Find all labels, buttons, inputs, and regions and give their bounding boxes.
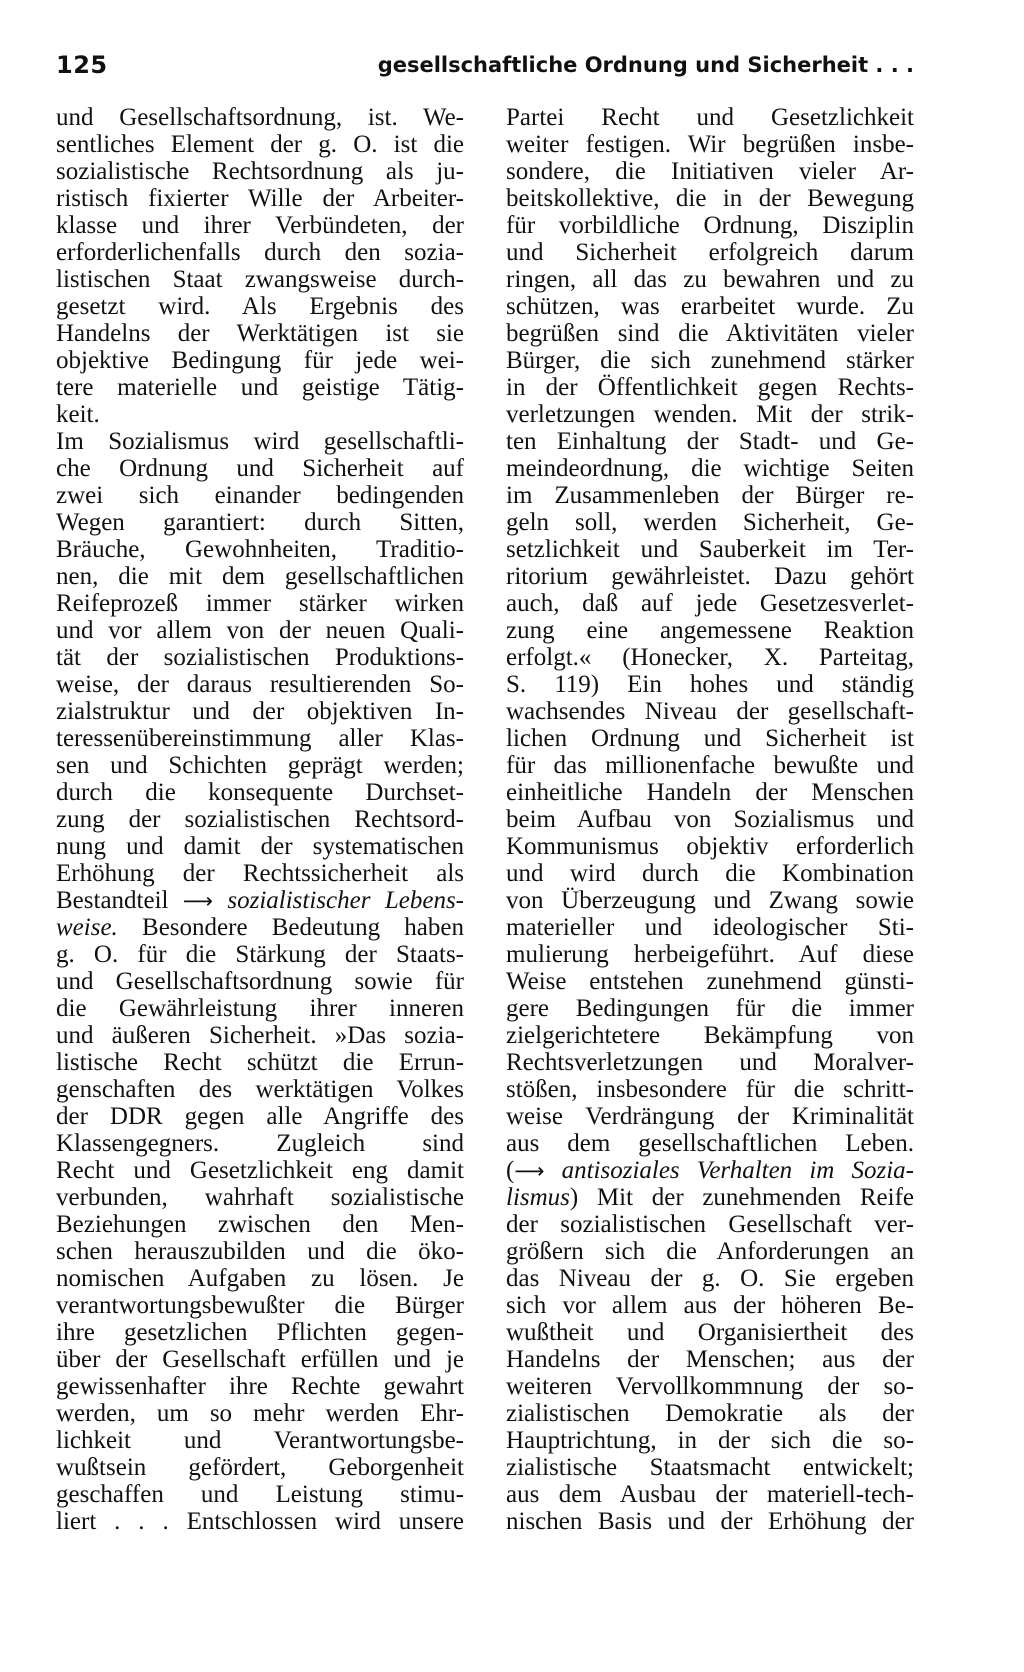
text-line: aus dem Ausbau der materiell-tech- [506, 1481, 914, 1508]
text-line: und vor allem von der neuen Quali- [56, 617, 464, 644]
cross-reference-term: antisoziales Verhalten im Sozia- [544, 1157, 914, 1184]
text-line: teressenübereinstimmung aller Klas- [56, 725, 464, 752]
text-line: S. 119) Ein hohes und ständig [506, 671, 914, 698]
text-line: zung der sozialistischen Rechtsord- [56, 806, 464, 833]
text-line: nung und damit der systematischen [56, 833, 464, 860]
text-line: wachsendes Niveau der gesellschaft- [506, 698, 914, 725]
text-line: Bürger, die sich zunehmend stärker [506, 347, 914, 374]
text-line: zielgerichtetere Bekämpfung von [506, 1022, 914, 1049]
running-head: gesellschaftliche Ordnung und Sicherheit . . . [377, 53, 914, 77]
right-text-column [506, 104, 914, 1535]
text-line: sondere, die Initiativen vieler Ar- [506, 158, 914, 185]
text-line: verantwortungsbewußter die Bürger [56, 1292, 464, 1319]
text-line: im Zusammenleben der Bürger re- [506, 482, 914, 509]
text-line: Klassengegners. Zugleich sind [56, 1130, 464, 1157]
text-line: ten Einhaltung der Stadt- und Ge- [506, 428, 914, 455]
text-line: Kommunismus objektiv erforderlich [506, 833, 914, 860]
text-line: verletzungen wenden. Mit der strik- [506, 401, 914, 428]
text-line: durch die konsequente Durchset- [56, 779, 464, 806]
text-line: wußtheit und Organisiertheit des [506, 1319, 914, 1346]
text-line: beim Aufbau von Sozialismus und [506, 806, 914, 833]
text-line: Im Sozialismus wird gesellschaftli- [56, 428, 464, 455]
text-line: auch, daß auf jede Gesetzesverlet- [506, 590, 914, 617]
cross-reference-arrow: ⟶ [182, 889, 213, 913]
text-line: nen, die mit dem gesellschaftlichen [56, 563, 464, 590]
text-line: weiteren Vervollkommnung der so- [506, 1373, 914, 1400]
text-line: zung eine angemessene Reaktion [506, 617, 914, 644]
text-line: Bräuche, Gewohnheiten, Traditio- [56, 536, 464, 563]
text-line: sich vor allem aus der höheren Be- [506, 1292, 914, 1319]
text-line: listische Recht schützt die Errun- [56, 1049, 464, 1076]
text-line: objektive Bedingung für jede wei- [56, 347, 464, 374]
text-line [506, 1157, 914, 1184]
text-line: schützen, was erarbeitet wurde. Zu [506, 293, 914, 320]
text-line: liert . . . Entschlossen wird unsere [56, 1508, 464, 1535]
text-line: zialistischen Demokratie als der [506, 1400, 914, 1427]
text-line: begrüßen sind die Aktivitäten vieler [506, 320, 914, 347]
text-line: materieller und ideologischer Sti- [506, 914, 914, 941]
text-line: sen und Schichten geprägt werden; [56, 752, 464, 779]
text-line: meindeordnung, die wichtige Seiten [506, 455, 914, 482]
text-line: genschaften des werktätigen Volkes [56, 1076, 464, 1103]
text-line: ritorium gewährleistet. Dazu gehört [506, 563, 914, 590]
text-line [56, 887, 464, 914]
text-line: und Gesellschaftsordnung, ist. We- [56, 104, 464, 131]
text-line [506, 1184, 914, 1211]
text-line: gewissenhafter ihre Rechte gewahrt [56, 1373, 464, 1400]
text-line: erforderlichenfalls durch den sozia- [56, 239, 464, 266]
text-run: ) Mit der zunehmenden Reife [569, 1184, 914, 1211]
text-line: über der Gesellschaft erfüllen und je [56, 1346, 464, 1373]
text-line: stößen, insbesondere für die schritt- [506, 1076, 914, 1103]
text-line: von Überzeugung und Zwang sowie [506, 887, 914, 914]
text-line: setzlichkeit und Sauberkeit im Ter- [506, 536, 914, 563]
text-line: Handelns der Menschen; aus der [506, 1346, 914, 1373]
text-line: Rechtsverletzungen und Moralver- [506, 1049, 914, 1076]
text-line: und Gesellschaftsordnung sowie für [56, 968, 464, 995]
text-line: Handelns der Werktätigen ist sie [56, 320, 464, 347]
text-line: nomischen Aufgaben zu lösen. Je [56, 1265, 464, 1292]
text-line [56, 914, 464, 941]
text-line: tät der sozialistischen Produktions- [56, 644, 464, 671]
text-line: lichkeit und Verantwortungsbe- [56, 1427, 464, 1454]
text-line: zialstruktur und der objektiven In- [56, 698, 464, 725]
left-text-column [56, 104, 464, 1535]
text-line: tere materielle und geistige Tätig- [56, 374, 464, 401]
text-line: größern sich die Anforderungen an [506, 1238, 914, 1265]
cross-reference-arrow: ⟶ [514, 1159, 545, 1183]
text-line: nischen Basis und der Erhöhung der [506, 1508, 914, 1535]
text-line: Recht und Gesetzlichkeit eng damit [56, 1157, 464, 1184]
text-line: klasse und ihrer Verbündeten, der [56, 212, 464, 239]
page-header [56, 48, 914, 82]
text-line: zialistische Staatsmacht entwickelt; [506, 1454, 914, 1481]
text-run: Bestandteil [56, 887, 183, 914]
text-line: erfolgt.« (Honecker, X. Parteitag, [506, 644, 914, 671]
text-line: Weise entstehen zunehmend günsti- [506, 968, 914, 995]
text-line: g. O. für die Stärkung der Staats- [56, 941, 464, 968]
text-line: gere Bedingungen für die immer [506, 995, 914, 1022]
text-line: sozialistische Rechtsordnung als ju- [56, 158, 464, 185]
text-line: listischen Staat zwangsweise durch- [56, 266, 464, 293]
text-line: weiter festigen. Wir begrüßen insbe- [506, 131, 914, 158]
text-line: Partei Recht und Gesetzlichkeit [506, 104, 914, 131]
text-line: che Ordnung und Sicherheit auf [56, 455, 464, 482]
text-line: zwei sich einander bedingenden [56, 482, 464, 509]
text-line: weise Verdrängung der Kriminalität [506, 1103, 914, 1130]
text-line: einheitliche Handeln der Menschen [506, 779, 914, 806]
text-line: Reifeprozeß immer stärker wirken [56, 590, 464, 617]
text-line: werden, um so mehr werden Ehr- [56, 1400, 464, 1427]
text-line: ristisch fixierter Wille der Arbeiter- [56, 185, 464, 212]
text-line: Erhöhung der Rechtssicherheit als [56, 860, 464, 887]
text-line: die Gewährleistung ihrer inneren [56, 995, 464, 1022]
text-line: gesetzt wird. Als Ergebnis des [56, 293, 464, 320]
text-line: geln soll, werden Sicherheit, Ge- [506, 509, 914, 536]
text-line: Wegen garantiert: durch Sitten, [56, 509, 464, 536]
text-line: sentliches Element der g. O. ist die [56, 131, 464, 158]
text-run: ( [506, 1157, 515, 1184]
text-line: und Sicherheit erfolgreich darum [506, 239, 914, 266]
text-line: für das millionenfache bewußte und [506, 752, 914, 779]
text-line: ringen, all das zu bewahren und zu [506, 266, 914, 293]
text-line: aus dem gesellschaftlichen Leben. [506, 1130, 914, 1157]
text-line: ihre gesetzlichen Pflichten gegen- [56, 1319, 464, 1346]
text-line: für vorbildliche Ordnung, Disziplin [506, 212, 914, 239]
cross-reference-term: lismus [506, 1184, 570, 1211]
text-run: Besondere Bedeutung haben [117, 914, 464, 941]
cross-reference-term: weise. [56, 914, 118, 941]
text-line: der sozialistischen Gesellschaft ver- [506, 1211, 914, 1238]
text-line: schen herauszubilden und die öko- [56, 1238, 464, 1265]
text-line: Hauptrichtung, in der sich die so- [506, 1427, 914, 1454]
text-line: weise, der daraus resultierenden So- [56, 671, 464, 698]
text-line: geschaffen und Leistung stimu- [56, 1481, 464, 1508]
text-line: und äußeren Sicherheit. »Das sozia- [56, 1022, 464, 1049]
text-line: mulierung herbeigeführt. Auf diese [506, 941, 914, 968]
text-line: wußtsein gefördert, Geborgenheit [56, 1454, 464, 1481]
text-line: lichen Ordnung und Sicherheit ist [506, 725, 914, 752]
text-line: in der Öffentlichkeit gegen Rechts- [506, 374, 914, 401]
text-line: und wird durch die Kombination [506, 860, 914, 887]
text-line: Beziehungen zwischen den Men- [56, 1211, 464, 1238]
text-line: verbunden, wahrhaft sozialistische [56, 1184, 464, 1211]
page-number: 125 [56, 51, 108, 79]
text-line: beitskollektive, die in der Bewegung [506, 185, 914, 212]
text-line: das Niveau der g. O. Sie ergeben [506, 1265, 914, 1292]
cross-reference-term: sozialistischer Lebens- [212, 887, 464, 914]
text-line: keit. [56, 401, 100, 428]
text-line: der DDR gegen alle Angriffe des [56, 1103, 464, 1130]
